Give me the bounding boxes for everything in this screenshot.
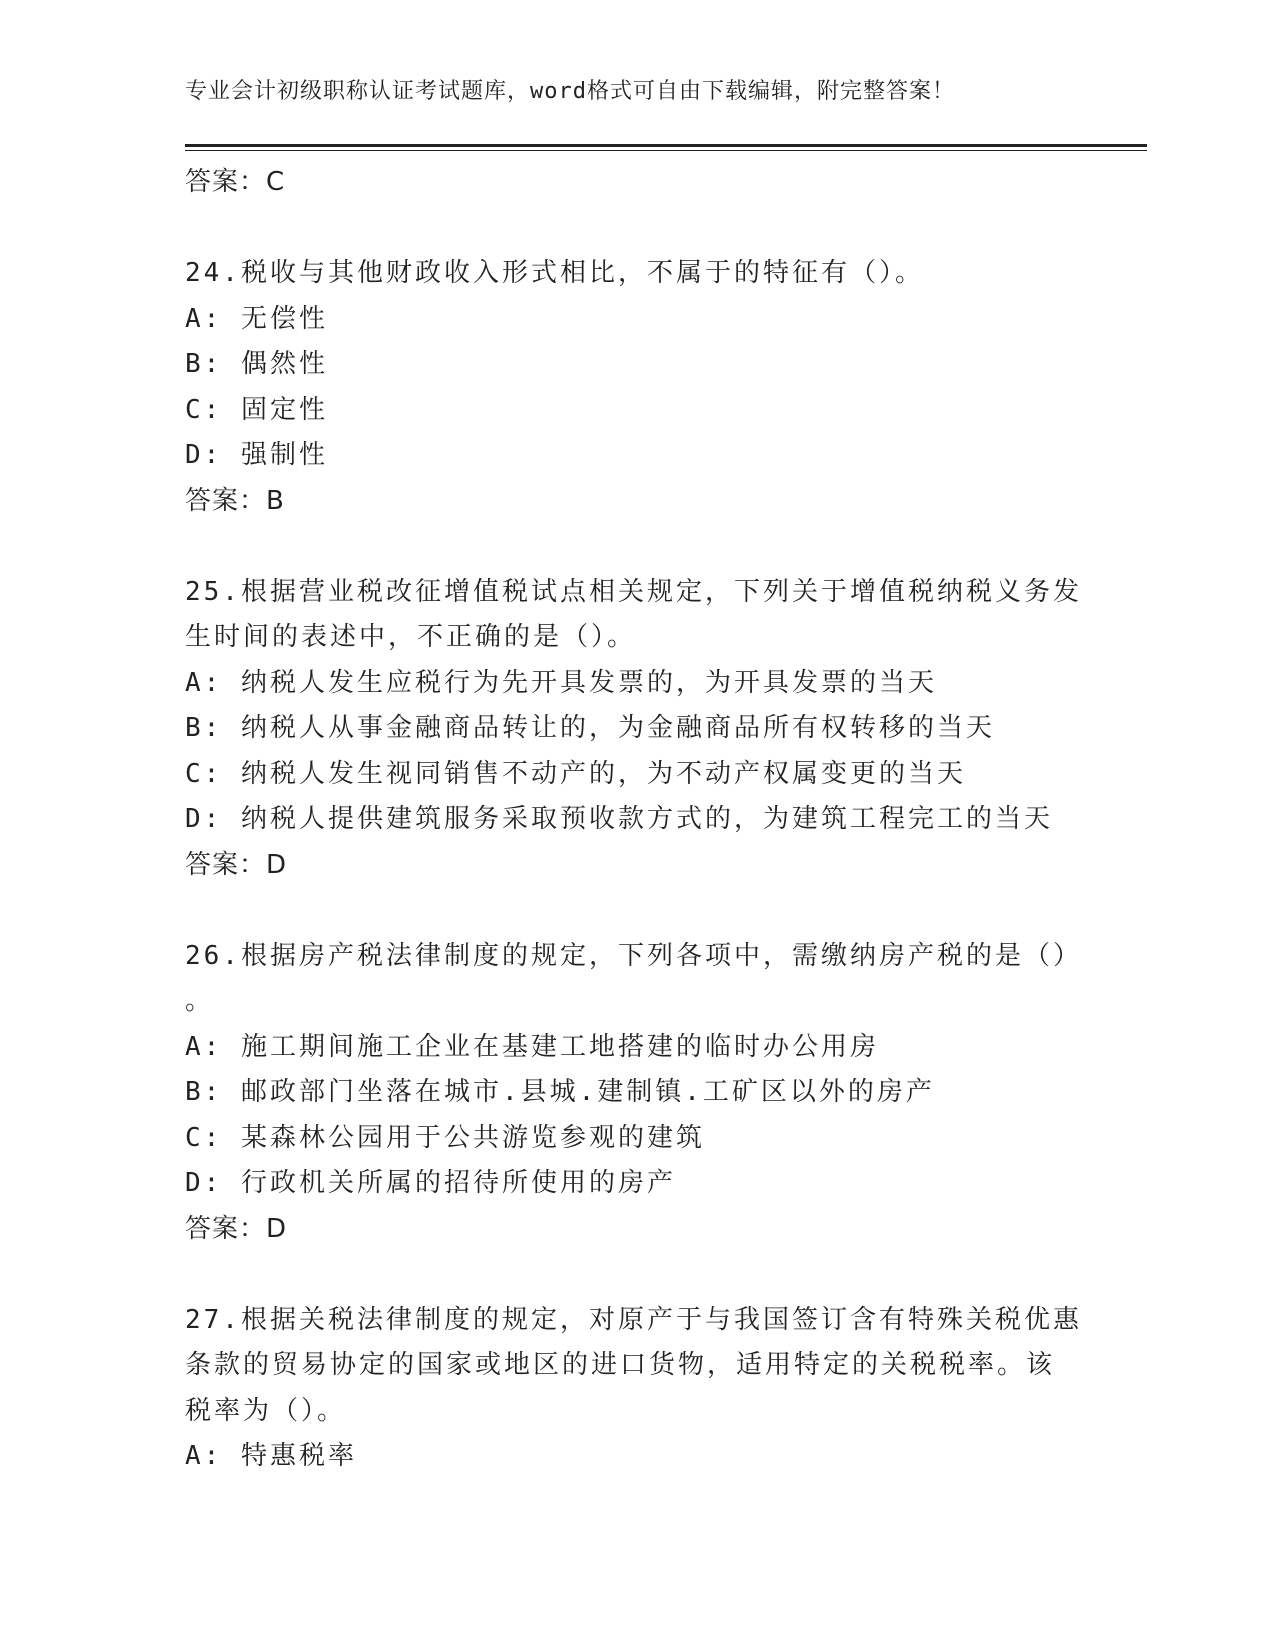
answer-line: 答案：D (185, 849, 288, 880)
header-rule-thin (185, 150, 1147, 151)
page-header: 专业会计初级职称认证考试题库，word格式可自由下载编辑，附完整答案！ (185, 79, 955, 104)
option-d: D: 强制性 (185, 440, 328, 470)
question-stem: 27.根据关税法律制度的规定，对原产于与我国签订含有特殊关税优惠 (185, 1304, 1082, 1335)
question-stem: 26.根据房产税法律制度的规定，下列各项中，需缴纳房产税的是（） (185, 940, 1082, 971)
option-a: A: 纳税人发生应税行为先开具发票的，为开具发票的当天 (185, 667, 937, 698)
question-block (185, 934, 1085, 1253)
question-block (185, 1298, 1085, 1480)
option-c: C: 纳税人发生视同销售不动产的，为不动产权属变更的当天 (185, 758, 966, 789)
option-c: C: 某森林公园用于公共游览参观的建筑 (185, 1122, 705, 1153)
option-a: A: 特惠税率 (185, 1441, 357, 1471)
option-b: B: 邮政部门坐落在城市.县城.建制镇.工矿区以外的房产 (185, 1077, 935, 1107)
question-stem: 25.根据营业税改征增值税试点相关规定，下列关于增值税纳税义务发 (185, 576, 1082, 607)
option-d: D: 纳税人提供建筑服务采取预收款方式的，为建筑工程完工的当天 (185, 804, 1053, 834)
question-list (185, 160, 1085, 1480)
option-b: B: 纳税人从事金融商品转让的，为金融商品所有权转移的当天 (185, 713, 995, 743)
header-rule-thick (185, 144, 1147, 147)
option-d: D: 行政机关所属的招待所使用的房产 (185, 1168, 676, 1198)
option-a: A: 无偿性 (185, 303, 328, 334)
answer-line: 答案：C (185, 167, 286, 197)
answer-line: 答案：B (185, 485, 285, 516)
question-block (185, 251, 1085, 524)
option-b: B: 偶然性 (185, 349, 328, 379)
option-a: A: 施工期间施工企业在基建工地搭建的临时办公用房 (185, 1031, 879, 1062)
question-stem: 生时间的表述中，不正确的是（）。 (185, 622, 637, 652)
option-c: C: 固定性 (185, 394, 328, 425)
question-block (185, 570, 1085, 889)
question-stem: 24.税收与其他财政收入形式相比，不属于的特征有（）。 (185, 258, 924, 288)
answer-line: 答案：D (185, 1213, 288, 1244)
question-stem: 税率为（）。 (185, 1395, 347, 1426)
question-stem: 条款的贸易协定的国家或地区的进口货物，适用特定的关税税率。该 (185, 1350, 1056, 1380)
question-stem: 。 (185, 986, 215, 1016)
